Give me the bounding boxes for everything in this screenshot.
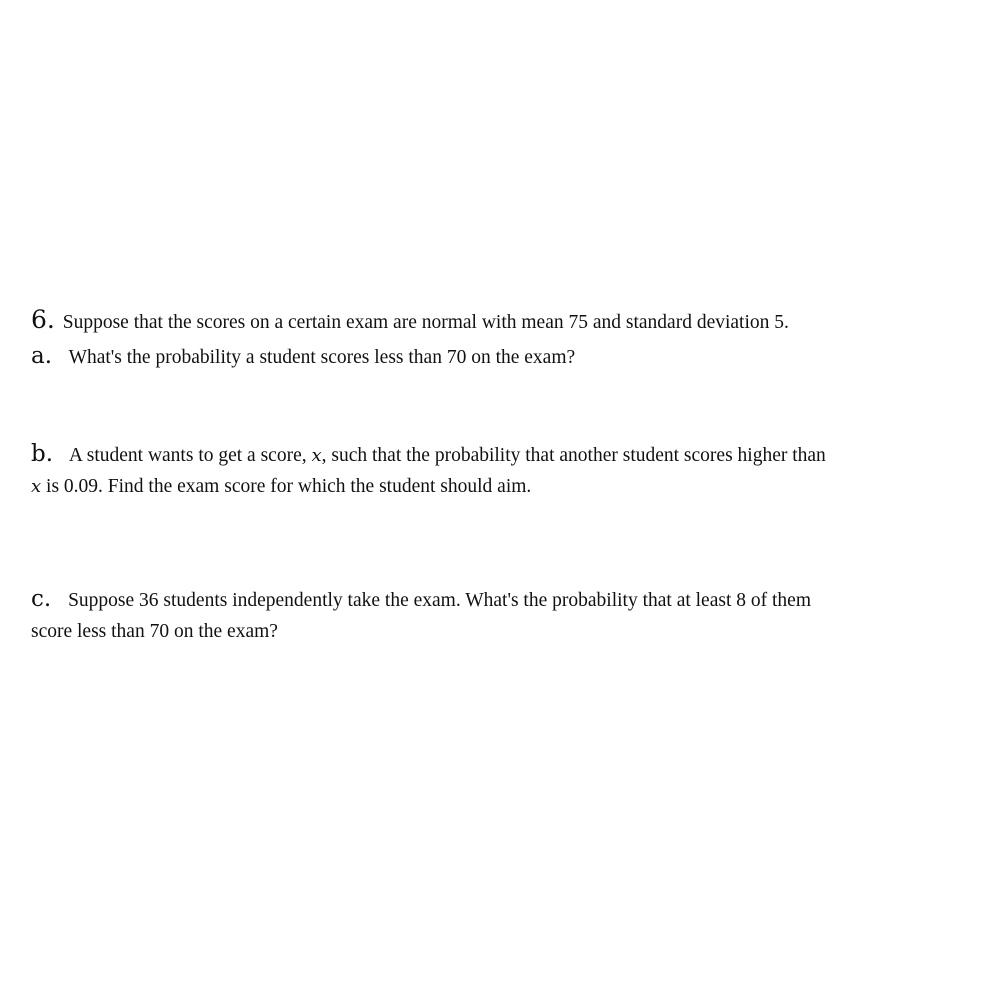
- variable-x: x: [311, 445, 322, 466]
- question-6-intro: [31, 307, 789, 333]
- part-a: [31, 345, 575, 368]
- question-number: 6.: [31, 305, 55, 334]
- question-intro-text: Suppose that the scores on a certain exam are normal with mean 75 and standard deviation 5.: [62, 312, 789, 333]
- part-b-line-1: [31, 443, 826, 466]
- variable-x: x: [31, 476, 42, 497]
- part-b-text-line2: is 0.09. Find the exam score for which the student should aim.: [41, 476, 532, 497]
- part-b-label: b.: [31, 441, 54, 467]
- part-a-label: a.: [31, 343, 53, 369]
- part-c-line-1: [31, 588, 811, 611]
- part-c-text-line2: score less than 70 on the exam?: [31, 621, 278, 642]
- part-c-text: Suppose 36 students independently take the exam. What's the probability that at least 8 of them: [68, 590, 811, 611]
- part-c-line-2: [31, 622, 278, 642]
- part-a-text: What's the probability a student scores less than 70 on the exam?: [68, 347, 576, 368]
- part-b-line-2: [31, 477, 531, 497]
- part-b-text-pre: A student wants to get a score,: [68, 445, 312, 466]
- part-c-label: c.: [31, 586, 52, 612]
- part-b-text-post: , such that the probability that another student scores higher than: [321, 445, 826, 466]
